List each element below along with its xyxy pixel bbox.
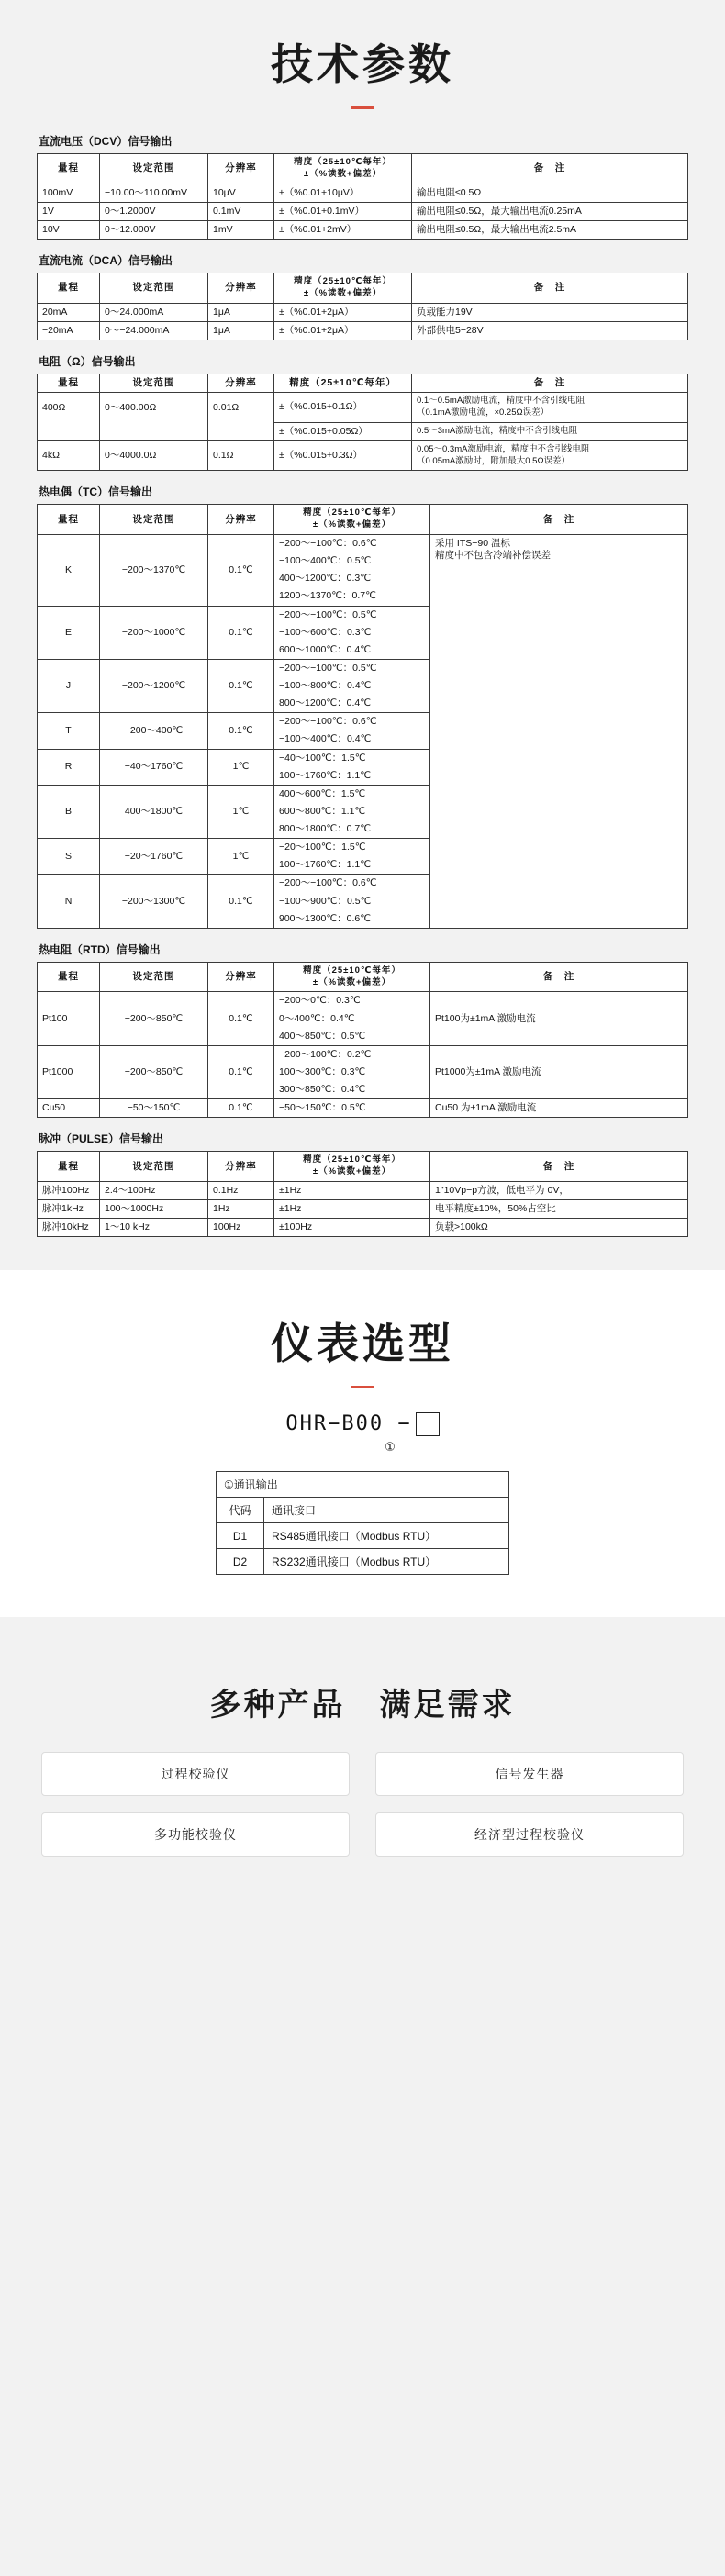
col-range: 量程 — [38, 154, 100, 184]
cell-res: 0.1℃ — [208, 535, 274, 607]
table-row — [38, 184, 688, 202]
table-rtd — [37, 962, 688, 1119]
cell-acc: −200〜−100℃：0.6℃ — [274, 535, 430, 553]
cell-range: Pt1000 — [38, 1045, 100, 1098]
cell-res: 1℃ — [208, 749, 274, 785]
note-line: 采用 ITS−90 温标 — [435, 538, 510, 549]
cell-acc: ±（%0.015+0.3Ω） — [274, 440, 412, 471]
cell-set: −40〜1760℃ — [100, 749, 208, 785]
cell-code: D2 — [217, 1549, 264, 1575]
cell-acc: −200〜−100℃：0.5℃ — [274, 659, 430, 677]
cell-acc: −50〜150℃：0.5℃ — [274, 1099, 430, 1118]
cell-acc: 100〜300℃：0.3℃ — [274, 1064, 430, 1081]
table-row — [38, 992, 688, 1010]
cell-note: 负载>100kΩ — [430, 1219, 688, 1237]
cell-acc: 800〜1800℃：0.7℃ — [274, 820, 430, 839]
table-row — [38, 535, 688, 553]
col-range: 量程 — [38, 962, 100, 992]
cell-res: 0.1℃ — [208, 713, 274, 749]
cell-set: −200〜1000℃ — [100, 606, 208, 659]
table-row — [38, 1200, 688, 1219]
table-communication-output — [216, 1471, 509, 1575]
cell-set: 0〜400.00Ω — [100, 393, 208, 423]
title-divider — [351, 106, 374, 109]
table-header-row — [38, 962, 688, 992]
cell-res: 0.1mV — [208, 202, 274, 220]
col-note: 备 注 — [430, 962, 688, 992]
cell-note: 0.1〜0.5mA激励电流，精度中不含引线电阻 （0.1mA激励电流，×0.25Ω误差） — [412, 393, 688, 423]
cell-set: 100〜1000Hz — [100, 1200, 208, 1219]
products-grid — [41, 1752, 684, 1857]
cell-range: 400Ω — [38, 393, 100, 423]
table-row — [38, 202, 688, 220]
cell-acc: ±（%0.01+2μA） — [274, 303, 412, 321]
table-row — [38, 1099, 688, 1118]
cell-acc: −20〜100℃：1.5℃ — [274, 839, 430, 857]
cell-set — [100, 422, 208, 440]
cell-set: −200〜1300℃ — [100, 875, 208, 928]
cell-acc: ±（%0.015+0.05Ω） — [274, 422, 412, 440]
col-set-range: 设定范围 — [100, 962, 208, 992]
col-set-range: 设定范围 — [100, 154, 208, 184]
cell-note: 输出电阻≤0.5Ω，最大输出电流0.25mA — [412, 202, 688, 220]
cell-range: 100mV — [38, 184, 100, 202]
cell-acc: ±（%0.015+0.1Ω） — [274, 393, 412, 423]
cell-acc: −100〜600℃：0.3℃ — [274, 624, 430, 641]
cell-res: 0.01Ω — [208, 393, 274, 423]
cell-res: 1μA — [208, 303, 274, 321]
cell-res: 1mV — [208, 220, 274, 239]
product-card[interactable]: 多功能校验仪 — [41, 1812, 350, 1857]
cell-set: −200〜850℃ — [100, 1045, 208, 1098]
cell-set: 0〜−24.000mA — [100, 321, 208, 340]
cell-set: −50〜150℃ — [100, 1099, 208, 1118]
cell-set: 0〜24.000mA — [100, 303, 208, 321]
cell-acc: ±（%0.01+10μV） — [274, 184, 412, 202]
cell-range: −20mA — [38, 321, 100, 340]
cell-acc: ±1Hz — [274, 1200, 430, 1219]
cell-set: 1〜10 kHz — [100, 1219, 208, 1237]
cell-acc: −100〜900℃：0.5℃ — [274, 893, 430, 910]
table-dca — [37, 273, 688, 340]
cell-acc: −200〜0℃：0.3℃ — [274, 992, 430, 1010]
cell-set: 0〜4000.0Ω — [100, 440, 208, 471]
cell-set: 2.4〜100Hz — [100, 1181, 208, 1199]
cell-range: T — [38, 713, 100, 749]
spec-tables — [37, 133, 688, 1237]
table-dcv — [37, 153, 688, 240]
cell-note: 0.5〜3mA激励电流，精度中不含引线电阻 — [412, 422, 688, 440]
cell-res: 0.1℃ — [208, 875, 274, 928]
cell-set: −200〜1370℃ — [100, 535, 208, 607]
cell-set: −200〜850℃ — [100, 992, 208, 1045]
cell-res: 1Hz — [208, 1200, 274, 1219]
cell-res: 1℃ — [208, 785, 274, 838]
cell-note: 1"10Vp−p方波，低电平为 0V， — [430, 1181, 688, 1199]
col-resolution: 分辨率 — [208, 962, 274, 992]
cell-acc: ±（%0.01+0.1mV） — [274, 202, 412, 220]
cell-res: 0.1Hz — [208, 1181, 274, 1199]
cell-acc: −100〜400℃：0.5℃ — [274, 552, 430, 570]
col-resolution: 分辨率 — [208, 154, 274, 184]
cell-acc: −200〜−100℃：0.6℃ — [274, 875, 430, 893]
cell-res: 10μV — [208, 184, 274, 202]
table-header-row — [217, 1498, 509, 1523]
cell-res: 0.1℃ — [208, 1045, 274, 1098]
cell-acc: ±100Hz — [274, 1219, 430, 1237]
cell-res: 1μA — [208, 321, 274, 340]
cell-acc: 600〜800℃：1.1℃ — [274, 803, 430, 820]
col-range: 量程 — [38, 273, 100, 304]
col-accuracy: 精度（25±10℃每年） — [274, 374, 412, 392]
cell-note: 输出电阻≤0.5Ω — [412, 184, 688, 202]
cell-interface: RS232通讯接口（Modbus RTU） — [264, 1549, 509, 1575]
table-row — [38, 1219, 688, 1237]
table-heading-pulse: 脉冲（PULSE）信号输出 — [39, 1132, 164, 1146]
cell-note: Cu50 为±1mA 激励电流 — [430, 1099, 688, 1118]
cell-range: N — [38, 875, 100, 928]
comm-table-title: ①通讯输出 — [217, 1472, 509, 1498]
model-title-divider — [351, 1386, 374, 1388]
col-resolution: 分辨率 — [208, 273, 274, 304]
col-accuracy: 精度（25±10℃每年） ±（%读数+偏差） — [274, 962, 430, 992]
cell-range — [38, 422, 100, 440]
cell-res: 0.1℃ — [208, 606, 274, 659]
col-accuracy: 精度（25±10℃每年） ±（%读数+偏差） — [274, 273, 412, 304]
cell-range: 脉冲100Hz — [38, 1181, 100, 1199]
products-section — [0, 1611, 725, 1899]
col-note: 备 注 — [412, 154, 688, 184]
note-line: 精度中不包含冷端补偿误差 — [435, 550, 551, 562]
cell-set: −10.00〜110.00mV — [100, 184, 208, 202]
col-set-range: 设定范围 — [100, 505, 208, 535]
cell-range: 10V — [38, 220, 100, 239]
table-header-row — [38, 273, 688, 304]
col-accuracy: 精度（25±10℃每年） ±（%读数+偏差） — [274, 1152, 430, 1182]
cell-interface: RS485通讯接口（Modbus RTU） — [264, 1523, 509, 1549]
cell-range: S — [38, 839, 100, 875]
cell-acc: 600〜1000℃：0.4℃ — [274, 641, 430, 660]
cell-range: 20mA — [38, 303, 100, 321]
table-row — [38, 1045, 688, 1064]
model-section — [0, 1265, 725, 1611]
cell-range: J — [38, 659, 100, 712]
table-heading-dca: 直流电流（DCA）信号输出 — [39, 254, 173, 267]
cell-acc: 400〜1200℃：0.3℃ — [274, 570, 430, 587]
cell-note: 负载能力19V — [412, 303, 688, 321]
table-header-row — [38, 154, 688, 184]
cell-set: −200〜1200℃ — [100, 659, 208, 712]
col-range: 量程 — [38, 1152, 100, 1182]
product-card[interactable]: 经济型过程校验仪 — [375, 1812, 684, 1857]
cell-range: Cu50 — [38, 1099, 100, 1118]
cell-range: E — [38, 606, 100, 659]
cell-acc: 1200〜1370℃：0.7℃ — [274, 587, 430, 606]
cell-acc: 100〜1760℃：1.1℃ — [274, 856, 430, 875]
cell-acc: 0〜400℃：0.4℃ — [274, 1010, 430, 1028]
table-resistance — [37, 374, 688, 472]
product-card[interactable]: 信号发生器 — [375, 1752, 684, 1796]
cell-acc: 400〜600℃：1.5℃ — [274, 785, 430, 803]
cell-note: 电平精度±10%，50%占空比 — [430, 1200, 688, 1219]
cell-note: 外部供电5−28V — [412, 321, 688, 340]
col-interface: 通讯接口 — [264, 1498, 509, 1523]
col-note: 备 注 — [430, 1152, 688, 1182]
cell-acc: ±（%0.01+2μA） — [274, 321, 412, 340]
col-range: 量程 — [38, 374, 100, 392]
cell-set: 400〜1800℃ — [100, 785, 208, 838]
cell-acc: −100〜800℃：0.4℃ — [274, 677, 430, 695]
page-title: 技术参数 — [271, 39, 454, 89]
cell-acc: 400〜850℃：0.5℃ — [274, 1028, 430, 1046]
table-header-row — [38, 505, 688, 535]
cell-code: D1 — [217, 1523, 264, 1549]
cell-set: −200〜400℃ — [100, 713, 208, 749]
cell-acc: −200〜100℃：0.2℃ — [274, 1045, 430, 1064]
cell-range: 4kΩ — [38, 440, 100, 471]
cell-res: 0.1Ω — [208, 440, 274, 471]
cell-note: Pt100为±1mA 激励电流 — [430, 992, 688, 1045]
table-row — [217, 1472, 509, 1498]
table-thermocouple — [37, 504, 688, 928]
cell-acc: −40〜100℃：1.5℃ — [274, 749, 430, 767]
cell-note — [430, 535, 688, 929]
table-row — [38, 1181, 688, 1199]
table-row — [38, 321, 688, 340]
table-header-row — [38, 374, 688, 392]
col-range: 量程 — [38, 505, 100, 535]
table-row — [38, 220, 688, 239]
col-resolution: 分辨率 — [208, 505, 274, 535]
table-heading-tc: 热电偶（TC）信号输出 — [39, 485, 152, 499]
cell-acc: −200〜−100℃：0.5℃ — [274, 606, 430, 624]
cell-range: K — [38, 535, 100, 607]
table-row — [38, 303, 688, 321]
cell-note: 0.05〜0.3mA激励电流，精度中不含引线电阻 （0.05mA激励时，附加最大0.5Ω误差） — [412, 440, 688, 471]
col-accuracy: 精度（25±10℃每年） ±（%读数+偏差） — [274, 505, 430, 535]
cell-acc: −200〜−100℃：0.6℃ — [274, 713, 430, 731]
col-note: 备 注 — [412, 374, 688, 392]
cell-range: B — [38, 785, 100, 838]
model-code-text: OHR−B00 − — [285, 1412, 412, 1436]
cell-note: 输出电阻≤0.5Ω，最大输出电流2.5mA — [412, 220, 688, 239]
col-note: 备 注 — [430, 505, 688, 535]
cell-range: 1V — [38, 202, 100, 220]
cell-range: Pt100 — [38, 992, 100, 1045]
table-row — [38, 422, 688, 440]
cell-res — [208, 422, 274, 440]
table-pulse — [37, 1151, 688, 1237]
cell-acc: 300〜850℃：0.4℃ — [274, 1081, 430, 1099]
model-code-row — [0, 1412, 725, 1436]
col-resolution: 分辨率 — [208, 1152, 274, 1182]
col-accuracy: 精度（25±10℃每年） ±（%读数+偏差） — [274, 154, 412, 184]
products-title: 多种产品 满足需求 — [209, 1687, 516, 1724]
specs-section — [0, 0, 725, 1265]
cell-range: 脉冲10kHz — [38, 1219, 100, 1237]
col-note: 备 注 — [412, 273, 688, 304]
cell-res: 0.1℃ — [208, 992, 274, 1045]
cell-acc: −100〜400℃：0.4℃ — [274, 730, 430, 749]
cell-set: 0〜1.2000V — [100, 202, 208, 220]
col-set-range: 设定范围 — [100, 273, 208, 304]
table-row — [38, 440, 688, 471]
cell-acc: ±（%0.01+2mV） — [274, 220, 412, 239]
table-header-row — [38, 1152, 688, 1182]
cell-range: 脉冲1kHz — [38, 1200, 100, 1219]
cell-note: Pt1000为±1mA 激励电流 — [430, 1045, 688, 1098]
col-resolution: 分辨率 — [208, 374, 274, 392]
table-heading-dcv: 直流电压（DCV）信号输出 — [39, 135, 173, 148]
col-set-range: 设定范围 — [100, 374, 208, 392]
model-title: 仪表选型 — [271, 1319, 454, 1369]
table-row — [38, 393, 688, 423]
table-row — [217, 1523, 509, 1549]
col-code: 代码 — [217, 1498, 264, 1523]
product-card[interactable]: 过程校验仪 — [41, 1752, 350, 1796]
table-row — [217, 1549, 509, 1575]
cell-set: 0〜12.000V — [100, 220, 208, 239]
cell-res: 100Hz — [208, 1219, 274, 1237]
cell-res: 0.1℃ — [208, 659, 274, 712]
cell-res: 1℃ — [208, 839, 274, 875]
cell-acc: 900〜1300℃：0.6℃ — [274, 910, 430, 929]
cell-range: R — [38, 749, 100, 785]
model-code-box[interactable] — [416, 1412, 440, 1436]
table-heading-res: 电阻（Ω）信号输出 — [39, 354, 136, 368]
col-set-range: 设定范围 — [100, 1152, 208, 1182]
cell-acc: ±1Hz — [274, 1181, 430, 1199]
cell-acc: 800〜1200℃：0.4℃ — [274, 695, 430, 713]
cell-res: 0.1℃ — [208, 1099, 274, 1118]
model-code-marker: ① — [385, 1440, 396, 1455]
cell-acc: 100〜1760℃：1.1℃ — [274, 767, 430, 786]
table-heading-rtd: 热电阻（RTD）信号输出 — [39, 942, 161, 956]
cell-set: −20〜1760℃ — [100, 839, 208, 875]
